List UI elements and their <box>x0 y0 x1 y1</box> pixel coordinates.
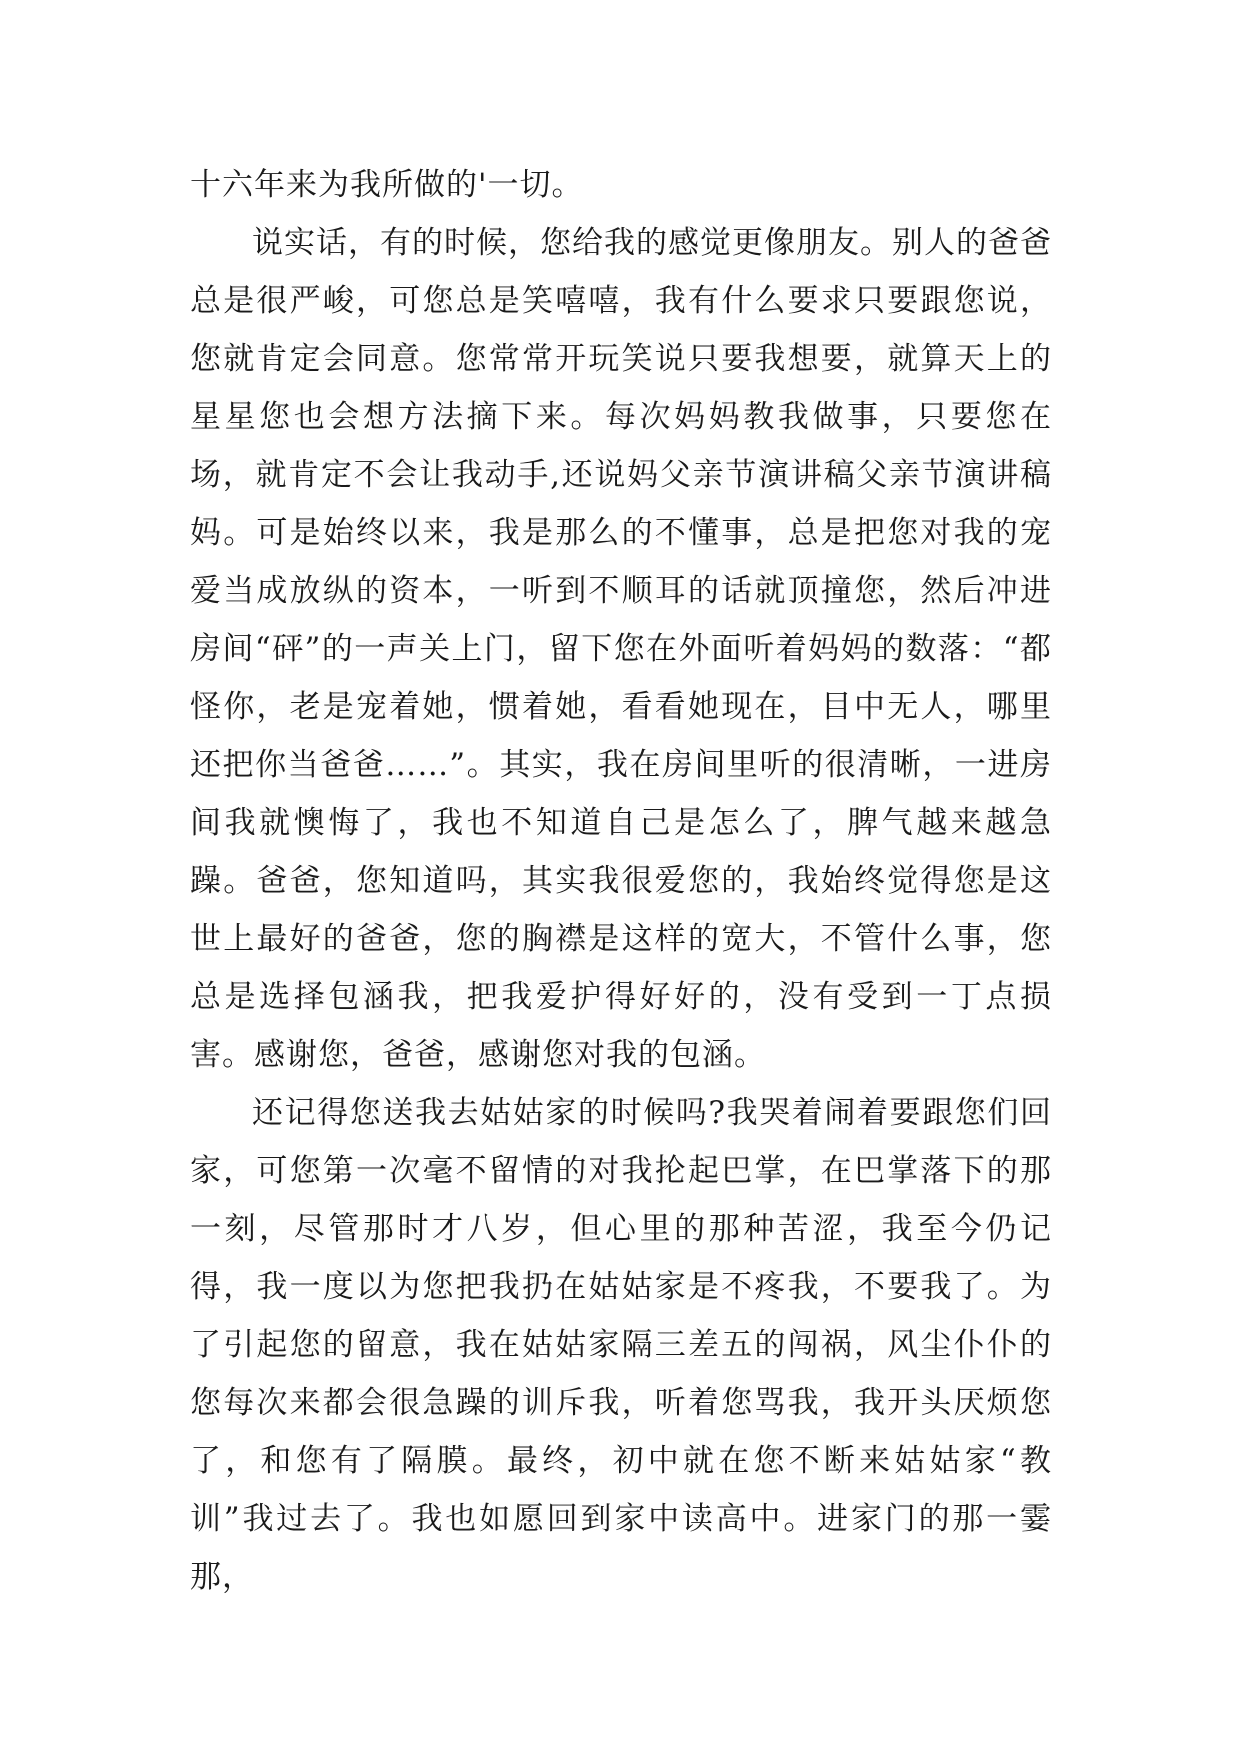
document-page <box>190 156 1052 1606</box>
paragraph-2: 说实话，有的时候，您给我的感觉更像朋友。别人的爸爸总是很严峻，可您总是笑嘻嘻，我有什么要求只要跟您说，您就肯定会同意。您常常开玩笑说只要我想要，就算天上的星星您也会想方法摘下来。每次妈妈教我做事，只要您在场，就肯定不会让我动手,还说妈父亲节演讲稿父亲节演讲稿妈。可是始终以来，我是那么的不懂事，总是把您对我的宠爱当成放纵的资本，一听到不顺耳的话就顶撞您，然后冲进房间“砰”的一声关上门，留下您在外面听着妈妈的数落：“都怪你，老是宠着她，惯着她，看看她现在，目中无人，哪里还把你当爸爸……”。其实，我在房间里听的很清晰，一进房间我就懊悔了，我也不知道自己是怎么了，脾气越来越急躁。爸爸，您知道吗，其实我很爱您的，我始终觉得您是这世上最好的爸爸，您的胸襟是这样的宽大，不管什么事，您总是选择包涵我，把我爱护得好好的，没有受到一丁点损害。感谢您，爸爸，感谢您对我的包涵。 <box>190 225 1052 1073</box>
paragraph-1: 十六年来为我所做的'一切。 <box>190 167 584 203</box>
paragraph-3: 还记得您送我去姑姑家的时候吗?我哭着闹着要跟您们回家，可您第一次毫不留情的对我抡起巴掌，在巴掌落下的那一刻，尽管那时才八岁，但心里的那种苦涩，我至今仍记得，我一度以为您把我扔在姑姑家是不疼我，不要我了。为了引起您的留意，我在姑姑家隔三差五的闯祸，风尘仆仆的您每次来都会很急躁的训斥我，听着您骂我，我开头厌烦您了，和您有了隔膜。最终，初中就在您不断来姑姑家“教训”我过去了。我也如愿回到家中读高中。进家门的那一霎那， <box>190 1095 1052 1595</box>
